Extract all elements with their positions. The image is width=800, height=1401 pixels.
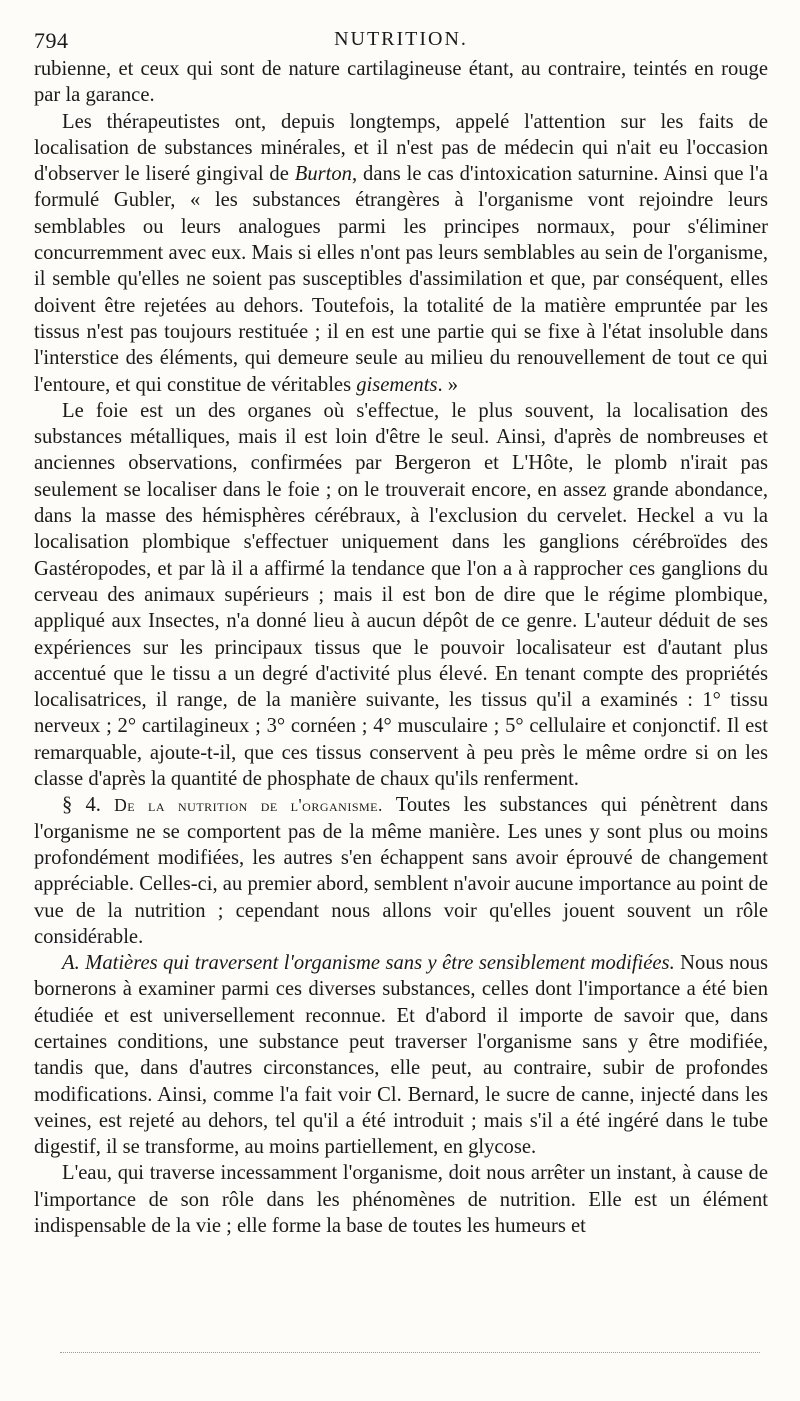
italic-name: Burton: [294, 163, 352, 186]
page-header: [34, 22, 768, 56]
paragraph-text: , dans le cas d'intoxication saturnine. Ainsi que l'a formulé Gubler, « les substances étrangères à l'organisme vont rejoindre leurs semblables ou leurs analogues parmi les principes normaux, pour s'éliminer concurremment avec eux. Mais si elles n'ont pas leurs semblables au sein de l'organisme, il semble qu'elles ne soient pas susceptibles d'assimilation et que, par conséquent, elles doivent être rejetées au dehors. Toutefois, la totalité de la matière empruntée par les tissus n'est pas toujours restituée ; il en est une partie qui se fixe à l'état insoluble dans l'interstice des éléments, qui demeure seule au milieu du renouvellement de tout ce qui l'entoure, et qui constitue de véritables: [34, 163, 768, 396]
paragraph-continuation: rubienne, et ceux qui sont de nature cartilagineuse étant, au contraire, teintés en rouge par la garance.: [34, 58, 768, 107]
footer-rule: [60, 1352, 760, 1353]
paragraph-text: Les thérapeutistes ont, depuis longtemps, appelé l'attention sur les faits de localisation de substances minérales, et il n'est pas de médecin qui n'ait eu l'occasion d'observer le liseré gingival de: [34, 110, 768, 186]
body-text: [34, 56, 768, 1239]
paragraph-text: Nous nous bornerons à examiner parmi ces diverses substances, celles dont l'importance a été bien étudiée et est universellement reconnue. Et d'abord il importe de savoir que, dans certaines conditions, une substance peut traverser l'organisme sans y être modifiée, tandis que, dans d'autres circonstances, elle peut, au contraire, subir de profondes modifications. Ainsi, comme l'a fait voir Cl. Bernard, le sucre de canne, injecté dans les veines, est rejeté au dehors, tel qu'il a été introduit ; mais s'il a été ingéré dans le tube digestif, il se transforme, au moins partiellement, en glycose.: [34, 952, 768, 1159]
paragraph-localisation: [34, 109, 768, 398]
section-heading: De la nutrition de l'organisme.: [114, 795, 383, 816]
page-number: 794: [34, 28, 69, 53]
subsection-heading: A. Matières qui traversent l'organisme sans y être sensiblement modifiées.: [62, 952, 675, 975]
paragraph-section-4: [34, 792, 768, 950]
running-title: NUTRITION.: [334, 28, 468, 50]
paragraph-text: Toutes les substances qui pénètrent dans l'organisme ne se comportent pas de la même manière. Les unes y sont plus ou moins profondément modifiées, les autres s'en échappent sans avoir éprouvé de changement appréciable. Celles-ci, au premier abord, semblent n'avoir aucune importance au point de vue de la nutrition ; cependant nous allons voir qu'elles jouent souvent un rôle considérable.: [34, 794, 768, 948]
paragraph-foie: Le foie est un des organes où s'effectue, le plus souvent, la localisation des substances métalliques, mais il est loin d'être le seul. Ainsi, d'après de nombreuses et anciennes observations, confirmées par Bergeron et L'Hôte, le plomb n'irait pas seulement se localiser dans le foie ; on le trouverait encore, en assez grande abondance, dans la masse des hémisphères cérébraux, à l'exclusion du cervelet. Heckel a vu la localisation plombique s'effectuer uniquement dans les ganglions cérébroïdes des Gastéropodes, et par là il a affirmé la tendance que l'on a à rapprocher ces ganglions du cerveau des animaux supérieurs ; mais il est bon de dire que le régime plombique, appliqué aux Insectes, n'a donné lieu à aucun dépôt de ce genre. L'auteur déduit de ses expériences sur les principaux tissus que le pouvoir localisateur est d'autant plus accentué que le tissu a un degré d'activité plus élevé. En tenant compte des propriétés localisatrices, il range, de la manière suivante, les tissus qu'il a examinés : 1° tissu nerveux ; 2° cartilagineux ; 3° cornéen ; 4° musculaire ; 5° cellulaire et conjonctif. Il est remarquable, ajoute-t-il, que ces tissus conservent à peu près le même ordre si on les classe d'après la quantité de phosphate de chaux qu'ils renferment.: [34, 399, 768, 791]
book-page: [34, 22, 768, 1239]
paragraph-eau: L'eau, qui traverse incessamment l'organisme, doit nous arrêter un instant, à cause de l'importance de son rôle dans les phénomènes de nutrition. Elle est un élément indispensable de la vie ; elle forme la base de toutes les humeurs et: [34, 1162, 768, 1238]
section-number: § 4.: [62, 794, 115, 817]
italic-term: gisements: [356, 373, 438, 396]
paragraph-subsection-a: [34, 950, 768, 1160]
paragraph-text: . »: [437, 373, 459, 396]
